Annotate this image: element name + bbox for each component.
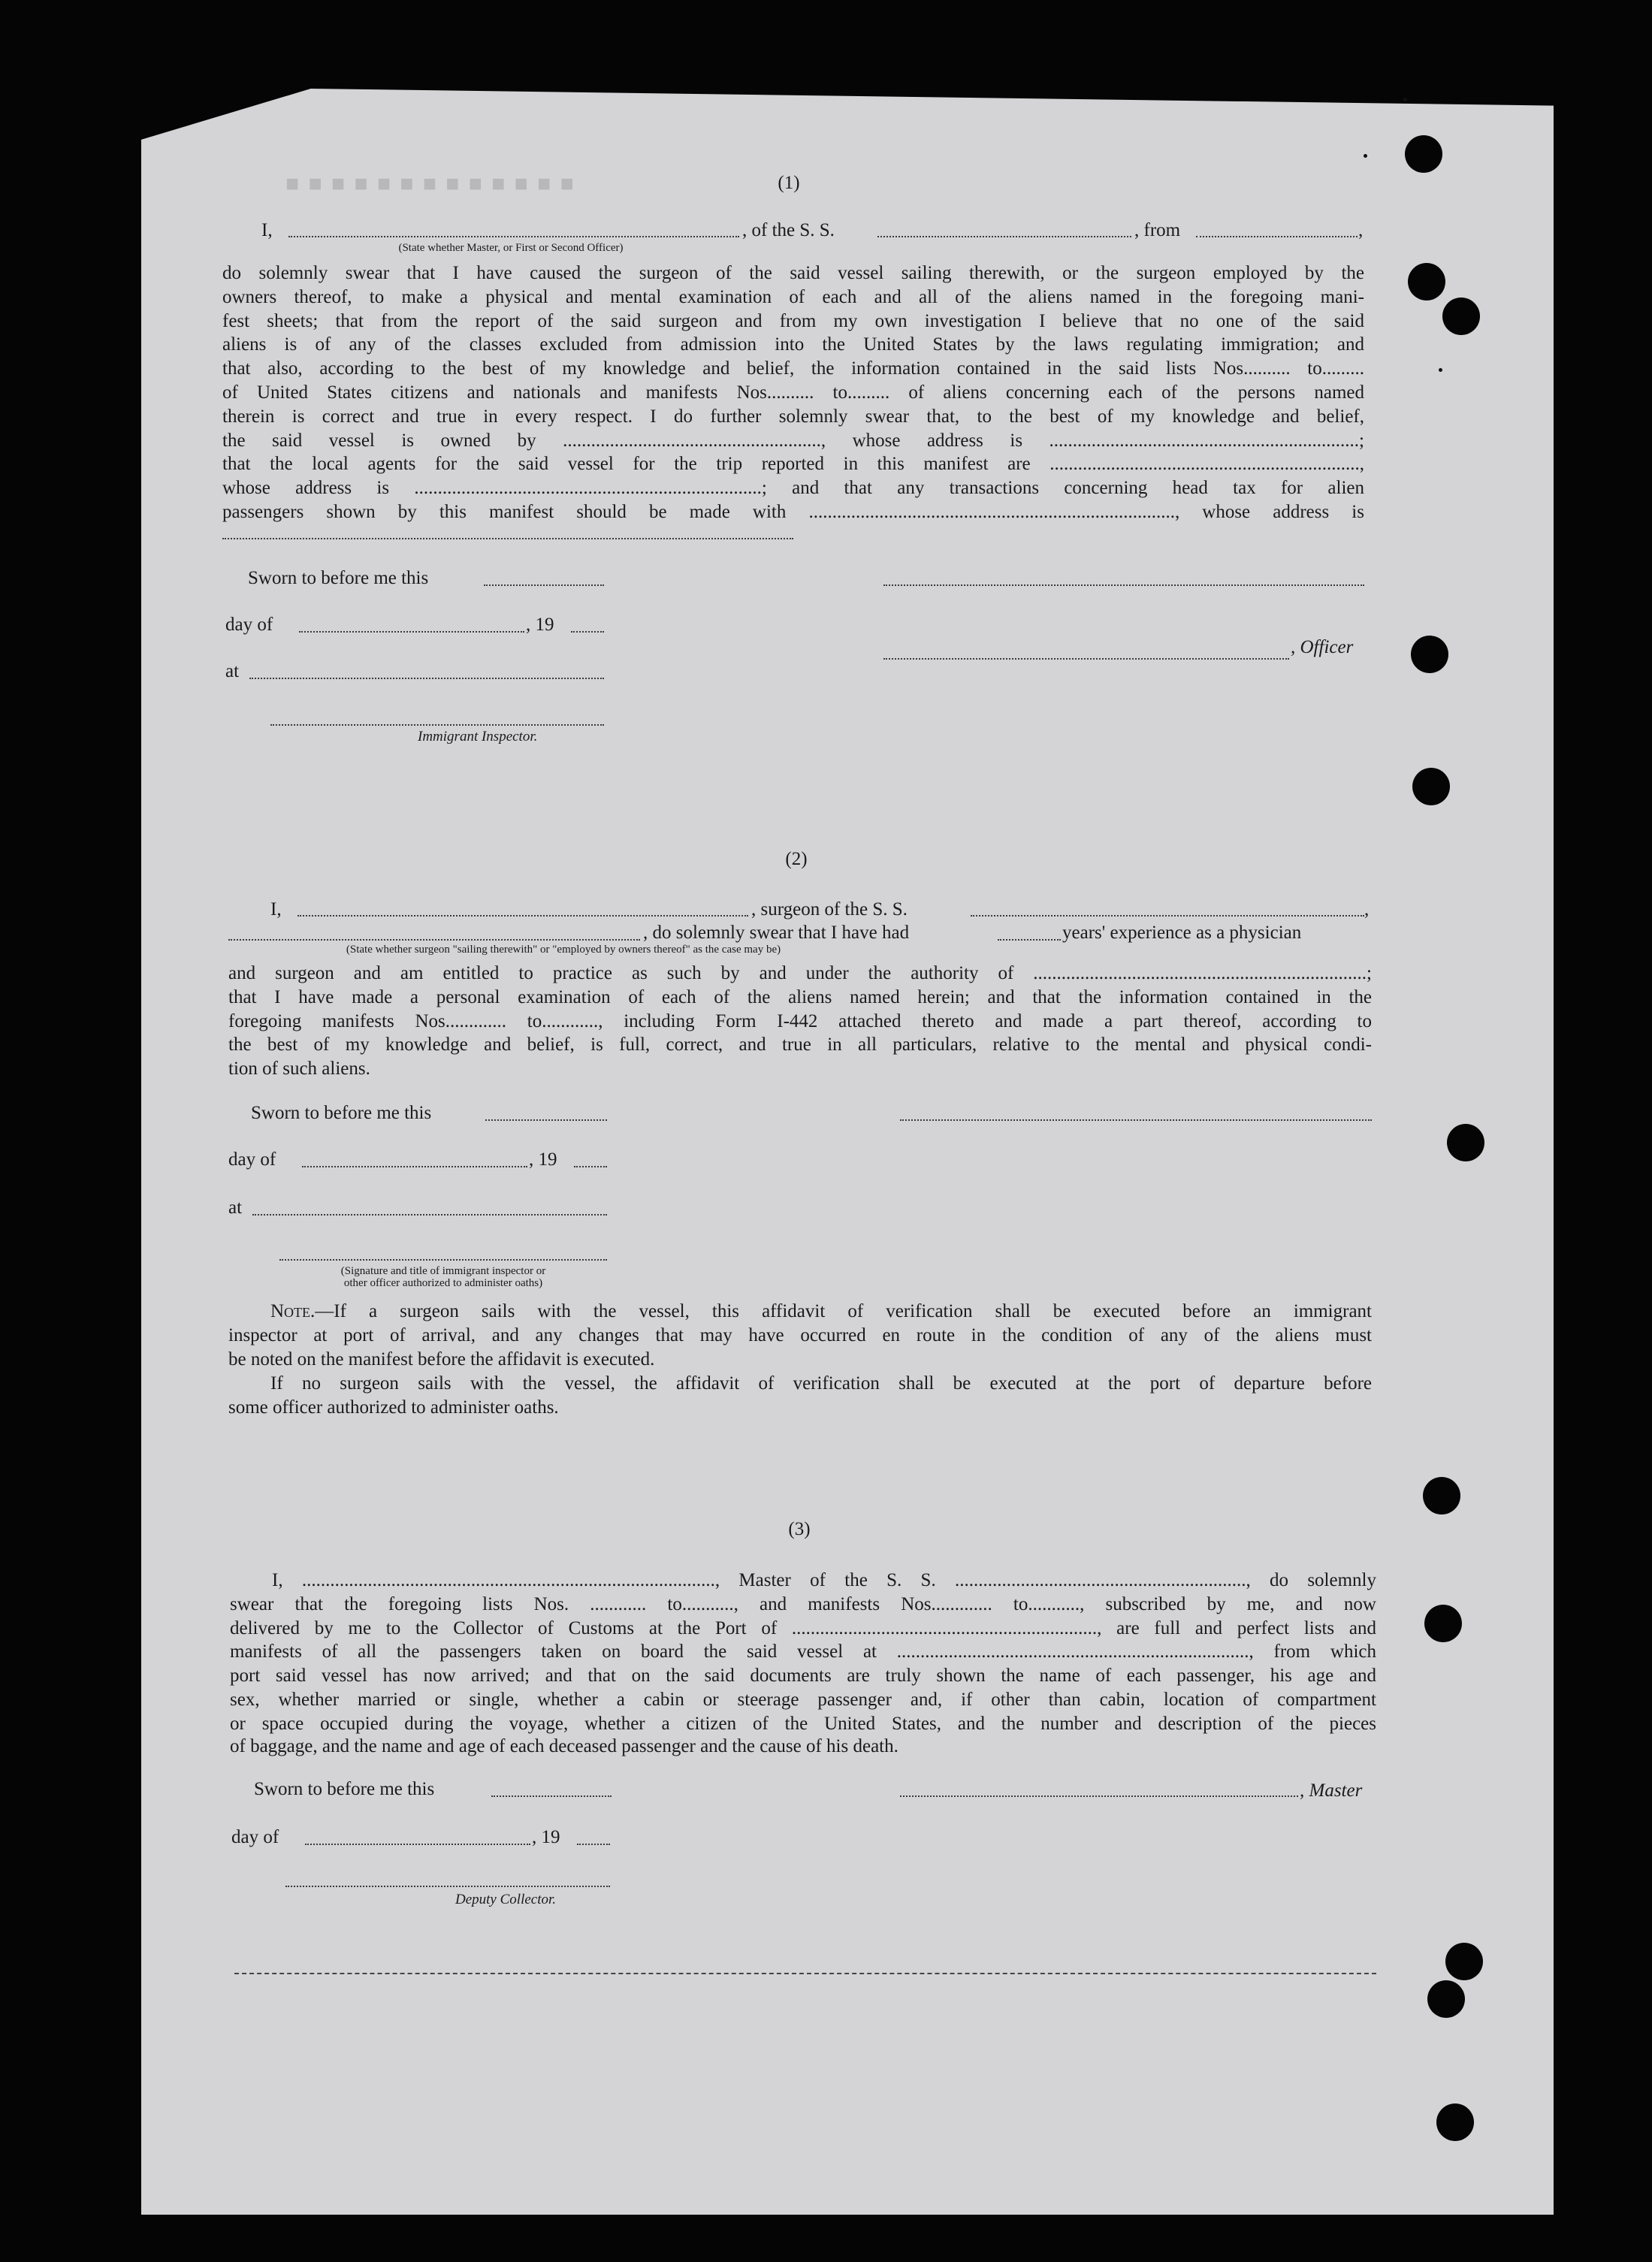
field-caption: (State whether Master, or First or Second Officer): [398, 242, 624, 254]
punch-hole: [1447, 1124, 1484, 1161]
blank-year[interactable]: [571, 631, 604, 633]
at-label: at: [225, 661, 240, 681]
section-number: (3): [788, 1519, 811, 1539]
blank-inspector-signature[interactable]: [279, 1259, 607, 1261]
oath-line: , do solemnly swear that I have had: [643, 923, 910, 943]
oath-paragraph: and surgeon and am entitled to practice as such by and under the authority of .......................................................................; that I have made a personal examination of each of the aliens named herein; and that the information contained in the foregoing manifests Nos............. to............, including Form I-442 attached thereto and made a part thereof, according to the best of my knowledge and belief, is full, correct, and true in all particulars, relative to the mental and physical condi-: [228, 963, 1372, 1055]
speck: [1439, 368, 1442, 372]
inspector-caption: Immigrant Inspector.: [418, 729, 538, 744]
blank-from-field[interactable]: [1196, 236, 1358, 237]
oath-line-end: tion of such aliens.: [228, 1059, 370, 1079]
sworn-label: Sworn to before me this: [248, 568, 429, 588]
year-label: , 19: [532, 1827, 560, 1847]
blank-year[interactable]: [577, 1844, 610, 1845]
punch-hole: [1445, 1943, 1483, 1980]
blank-master-signature[interactable]: [900, 1795, 1298, 1797]
oath-line: , of the S. S.: [742, 220, 835, 240]
day-label: day of: [225, 615, 273, 635]
blank-sworn-date[interactable]: [491, 1795, 612, 1797]
punch-hole: [1424, 1605, 1462, 1642]
blank-year[interactable]: [574, 1166, 607, 1167]
blank-day[interactable]: [302, 1166, 527, 1167]
oath-paragraph: I, ........................................................................................, Master of the S. S. .............................................................., do solemnly swear that the foregoing lists Nos. ............ to..........., and manifests Nos............. to..........., subscribed by me, and now delivered by me to the Collector of Customs at the Port of ................................................................., are full and perfect lists and manifests of all the passengers taken on board the said vessel at ..........................................................................., from which port said vessel has now arrived; and that on the said documents are truly shown the name of each passenger, his age and sex, whether married or single, whether a cabin or steerage passenger and, if other than cabin, location of compartment or space occupied during the voyage, whether a citizen of the United States, and the number and description of the pieces: [230, 1570, 1376, 1734]
oath-line: I,: [270, 899, 282, 920]
note-line-end: some officer authorized to administer oaths.: [228, 1397, 559, 1418]
punch-hole: [1412, 768, 1450, 805]
blank-sworn-date[interactable]: [484, 584, 604, 586]
collector-caption: Deputy Collector.: [455, 1892, 557, 1907]
bottom-rule: [234, 1973, 1376, 1974]
oath-line-end: of baggage, and the name and age of each deceased passenger and the cause of his death.: [230, 1736, 898, 1756]
blank-signature[interactable]: [883, 584, 1364, 586]
punch-hole: [1427, 1980, 1465, 2018]
punch-hole: [1423, 1477, 1460, 1515]
oath-paragraph: do solemnly swear that I have caused the surgeon of the said vessel sailing therewith, or the surgeon employed by the owners thereof, to make a physical and mental examination of each and all of the aliens named in the foregoing mani- fest sheets; that from the report of the said surgeon and from my own investigation I believe that no one of the said aliens is of any of the classes excluded from admission into the United States by the laws regulating immigration; and that also, according to the best of my knowledge and belief, the information contained in the said lists Nos.......... to......... of United States citizens and nationals and manifests Nos.......... to......... of aliens concerning each of the persons named therein is correct and true in every respect. I do further solemnly swear that, to the best of my knowledge and belief, the said vessel is owned by ......................................................., whose address is ..................................................................; that the local agents for the said vessel for the trip reported in this manifest are .................................................................., whose address is ..........................................................................; and that any transactions concerning head tax for alien passengers shown by this manifest should be made with .............................................................................., whose address is: [222, 263, 1364, 522]
officer-label: , Officer: [1291, 637, 1354, 657]
blank-inspector-signature[interactable]: [270, 724, 604, 726]
oath-line: years' experience as a physician: [1062, 923, 1302, 943]
stamp-bleed-through: ■ ■ ■ ■ ■ ■ ■ ■ ■ ■ ■ ■ ■: [285, 171, 575, 196]
oath-line: , from: [1134, 220, 1181, 240]
oath-line: I,: [261, 220, 273, 240]
oath-line: ,: [1358, 220, 1364, 240]
at-label: at: [228, 1197, 243, 1218]
speck: [1403, 98, 1407, 101]
field-caption: (State whether surgeon "sailing therewith" or "employed by owners thereof" as the case may be): [346, 944, 781, 956]
blank-day[interactable]: [305, 1844, 530, 1845]
year-label: , 19: [526, 615, 554, 635]
punch-hole: [1442, 297, 1480, 335]
day-label: day of: [228, 1149, 276, 1170]
oath-line: ,: [1364, 899, 1370, 920]
speck: [1364, 154, 1367, 158]
blank-signature[interactable]: [900, 1119, 1372, 1121]
blank-vessel-field[interactable]: [971, 915, 1364, 917]
punch-hole: [1436, 2103, 1474, 2141]
blank-sworn-date[interactable]: [485, 1119, 607, 1121]
blank-address-field[interactable]: [222, 538, 793, 539]
sworn-label: Sworn to before me this: [254, 1779, 435, 1799]
blank-vessel-field[interactable]: [877, 236, 1131, 237]
blank-name-field[interactable]: [288, 236, 739, 237]
blank-surgeon-name[interactable]: [297, 915, 748, 917]
section-number: (2): [785, 849, 808, 869]
oath-line: , surgeon of the S. S.: [751, 899, 908, 920]
blank-collector-signature[interactable]: [285, 1886, 610, 1887]
blank-day[interactable]: [299, 631, 524, 633]
section-number: (1): [778, 173, 800, 193]
blank-officer-signature[interactable]: [883, 658, 1289, 660]
sworn-label: Sworn to before me this: [251, 1103, 432, 1123]
signature-caption: (Signature and title of immigrant inspector or other officer authorized to administer oaths): [340, 1265, 546, 1289]
blank-place[interactable]: [249, 678, 604, 679]
punch-hole: [1405, 135, 1442, 173]
note-line-end: be noted on the manifest before the affidavit is executed.: [228, 1349, 655, 1370]
note-paragraph: Note.—If a surgeon sails with the vessel, this affidavit of verification shall be executed before an immigrant inspector at port of arrival, and any changes that may have occurred en route in the condition of any of the aliens must: [228, 1301, 1372, 1345]
blank-surgeon-status[interactable]: [228, 939, 640, 941]
blank-place[interactable]: [252, 1214, 607, 1216]
master-label: , Master: [1300, 1780, 1363, 1801]
punch-hole: [1411, 636, 1448, 673]
year-label: , 19: [529, 1149, 557, 1170]
day-label: day of: [231, 1827, 279, 1847]
punch-hole: [1408, 263, 1445, 300]
note-paragraph: If no surgeon sails with the vessel, the affidavit of verification shall be executed at the port of departure before: [270, 1373, 1372, 1394]
blank-years[interactable]: [998, 939, 1061, 941]
